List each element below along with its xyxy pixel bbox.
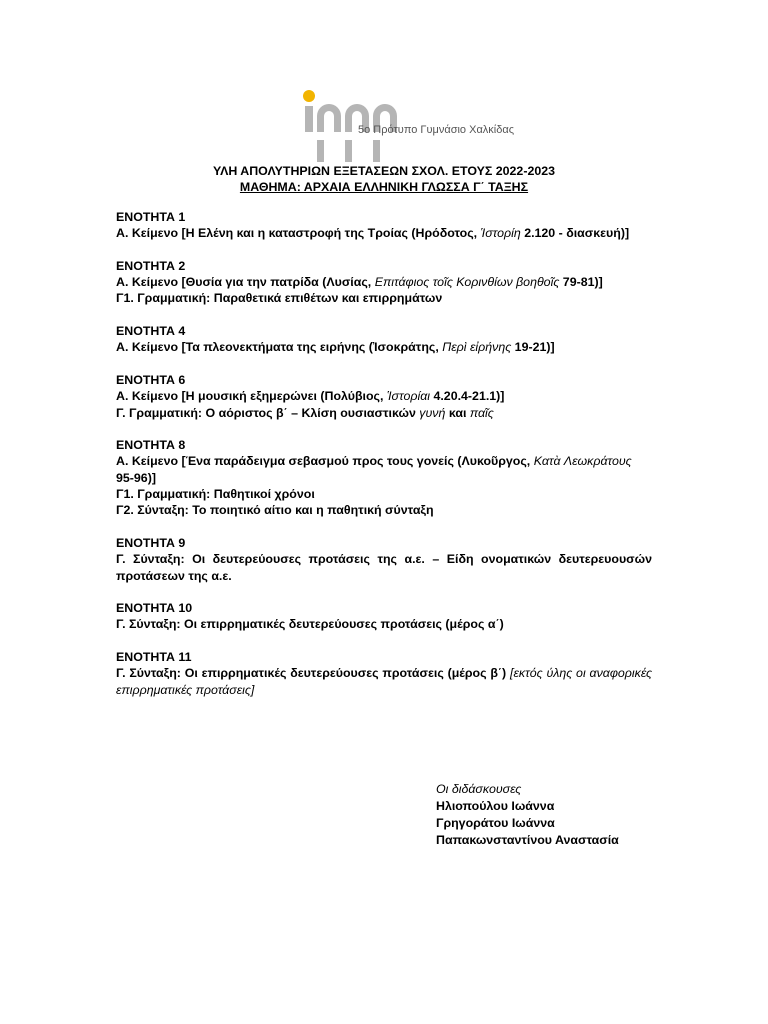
item-text: Γ. Σύνταξη: Οι επιρρηματικές δευτερεύουσες προτάσεις (μέρος β΄) <box>116 666 510 681</box>
italic-source: Κατὰ Λεωκράτους <box>533 454 632 469</box>
item-text: Α. Κείμενο [Ένα παράδειγμα σεβασμού προς τους γονείς (Λυκοῦργος, <box>116 454 534 469</box>
syllabus-section <box>116 372 652 421</box>
syllabus-section <box>116 437 652 518</box>
section-title: ΕΝΟΤΗΤΑ 9 <box>116 535 186 550</box>
school-logo <box>300 86 515 162</box>
syllabus-item <box>116 453 652 486</box>
item-text: 95-96)] <box>116 470 156 485</box>
italic-source: Ἱστορίαι <box>386 389 431 404</box>
section-title: ΕΝΟΤΗΤΑ 11 <box>116 650 192 665</box>
section-title: ΕΝΟΤΗΤΑ 6 <box>116 372 186 387</box>
italic-source: Περὶ εἰρήνης <box>442 340 512 355</box>
item-text: Γ2. Σύνταξη: Το ποιητικό αίτιο και η παθητική σύνταξη <box>116 503 434 518</box>
syllabus-section <box>116 323 652 356</box>
item-text: 79-81)] <box>559 275 603 290</box>
syllabus-item <box>116 339 652 355</box>
item-text: 2.120 - διασκευή)] <box>520 226 630 241</box>
item-text: Γ. Γραμματική: Ο αόριστος β΄ – Κλίση ουσιαστικών <box>116 405 420 420</box>
italic-source: Ἱστορίη <box>480 226 521 241</box>
item-text: και <box>445 405 470 420</box>
signature-block <box>436 781 619 849</box>
syllabus-sections <box>116 209 652 714</box>
syllabus-item <box>116 388 652 404</box>
syllabus-item <box>116 405 652 421</box>
item-text: 4.20.4-21.1)] <box>430 389 505 404</box>
item-text: Γ. Σύνταξη: Οι δευτερεύουσες προτάσεις της α.ε. – Είδη ονοματικών δευτερευουσών προτάσεων της α.ε. <box>116 552 652 583</box>
section-title: ΕΝΟΤΗΤΑ 8 <box>116 438 186 453</box>
item-text: Α. Κείμενο [Η μουσική εξημερώνει (Πολύβιος, <box>116 389 387 404</box>
teacher-name: Ηλιοπούλου Ιωάννα <box>436 799 555 813</box>
syllabus-item <box>116 616 652 632</box>
section-title: ΕΝΟΤΗΤΑ 4 <box>116 324 186 339</box>
syllabus-section <box>116 209 652 242</box>
exam-title: ΥΛΗ ΑΠΟΛΥΤΗΡΙΩΝ ΕΞΕΤΑΣΕΩΝ ΣΧΟΛ. ΕΤΟΥΣ 2022-2023 <box>212 164 556 178</box>
syllabus-item <box>116 274 652 290</box>
teacher-name: Παπακωνσταντίνου Αναστασία <box>436 833 619 847</box>
syllabus-section <box>116 649 652 698</box>
item-text: Α. Κείμενο [Τα πλεονεκτήματα της ειρήνης (Ἰσοκράτης, <box>116 340 443 355</box>
syllabus-item <box>116 290 652 306</box>
item-text: Α. Κείμενο [Η Ελένη και η καταστροφή της Τροίας (Ηρόδοτος, <box>116 226 481 241</box>
syllabus-item <box>116 551 652 584</box>
signature-role: Οι διδάσκουσες <box>436 782 522 796</box>
item-text: 19-21)] <box>511 340 555 355</box>
item-text: Γ. Σύνταξη: Οι επιρρηματικές δευτερεύουσες προτάσεις (μέρος α΄) <box>116 617 504 632</box>
course-title: ΜΑΘΗΜΑ: ΑΡΧΑΙΑ ΕΛΛΗΝΙΚΗ ΓΛΩΣΣΑ Γ΄ ΤΑΞΗΣ <box>239 180 529 194</box>
section-title: ΕΝΟΤΗΤΑ 10 <box>116 601 193 616</box>
logo-dot-icon <box>303 90 315 102</box>
italic-source: Επιτάφιος τοῖς Κορινθίων βοηθοῖς <box>374 275 560 290</box>
italic-source: [εκτός ύλης οι αναφορικές επιρρηματικές προτάσεις] <box>116 666 652 697</box>
syllabus-section <box>116 258 652 307</box>
syllabus-item <box>116 665 652 698</box>
item-text: Γ1. Γραμματική: Παραθετικά επιθέτων και επιρρημάτων <box>116 291 443 306</box>
school-name: 5ο Πρότυπο Γυμνάσιο Χαλκίδας <box>358 124 515 136</box>
syllabus-section <box>116 535 652 584</box>
italic-source: γυνή <box>419 405 446 420</box>
section-title: ΕΝΟΤΗΤΑ 2 <box>116 258 186 273</box>
section-title: ΕΝΟΤΗΤΑ 1 <box>116 210 186 224</box>
teacher-name: Γρηγοράτου Ιωάννα <box>436 816 555 830</box>
syllabus-section <box>116 600 652 633</box>
syllabus-item <box>116 502 652 518</box>
item-text: Α. Κείμενο [Θυσία για την πατρίδα (Λυσίας, <box>116 275 375 290</box>
syllabus-item <box>116 486 652 502</box>
italic-source: παῖς <box>469 405 494 420</box>
syllabus-item <box>116 225 652 241</box>
item-text: Γ1. Γραμματική: Παθητικοί χρόνοι <box>116 487 315 502</box>
document-header <box>0 163 768 195</box>
logo-arch-icon <box>317 104 341 132</box>
